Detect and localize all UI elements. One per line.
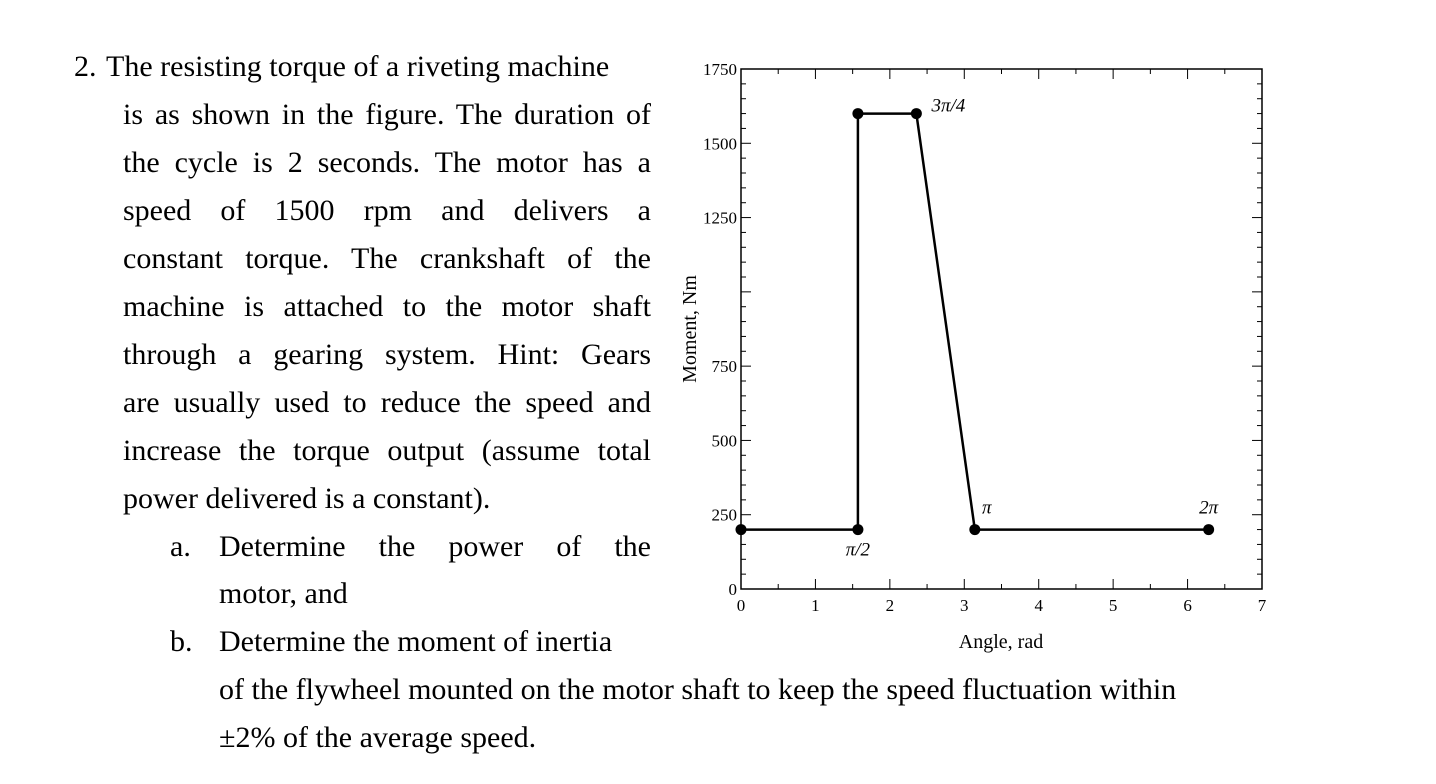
data-point xyxy=(852,524,863,535)
angle-annotation: π/2 xyxy=(845,539,871,561)
problem-line-7: through a gearing system. Hint: Gears xyxy=(123,338,651,371)
x-tick-label: 7 xyxy=(1257,596,1267,615)
part-a-marker: a. xyxy=(170,530,191,563)
y-tick-label: 750 xyxy=(711,357,737,377)
problem-line-5: constant torque. The crankshaft of the xyxy=(123,242,651,275)
x-tick-label: 1 xyxy=(811,596,820,615)
data-point xyxy=(1203,524,1214,535)
problem-line-8: are usually used to reduce the speed and xyxy=(123,386,651,419)
y-axis-label: Moment, Nm xyxy=(679,275,701,383)
x-tick-label: 2 xyxy=(885,596,895,615)
angle-annotation: π xyxy=(982,497,992,519)
y-tick-label: 1500 xyxy=(703,134,737,154)
y-tick-label: 0 xyxy=(728,580,737,599)
problem-number: 2. xyxy=(74,50,97,83)
data-point xyxy=(911,108,922,119)
data-point xyxy=(969,524,980,535)
problem-line-3: the cycle is 2 seconds. The motor has a xyxy=(123,146,651,179)
problem-line-10: power delivered is a constant). xyxy=(123,482,491,515)
part-b-marker: b. xyxy=(170,625,193,658)
torque-chart xyxy=(660,55,1280,660)
x-tick-label: 5 xyxy=(1108,596,1118,615)
x-tick-label: 3 xyxy=(960,596,969,615)
series-line xyxy=(741,114,1209,530)
problem-line-1: The resisting torque of a riveting machine xyxy=(106,50,610,83)
data-point xyxy=(736,524,747,535)
data-point xyxy=(852,108,863,119)
problem-line-9: increase the torque output (assume total xyxy=(123,434,651,467)
x-tick-label: 0 xyxy=(736,596,746,615)
x-axis-label: Angle, rad xyxy=(958,631,1044,653)
part-a-line-1: Determine the power of the xyxy=(219,530,651,563)
y-tick-label: 1750 xyxy=(703,60,737,79)
angle-annotation: 2π xyxy=(1199,497,1219,519)
part-b-line-1: Determine the moment of inertia xyxy=(219,625,613,658)
plot-frame xyxy=(741,69,1262,589)
part-a-line-2: motor, and xyxy=(219,577,348,610)
problem-line-6: machine is attached to the motor shaft xyxy=(123,290,651,323)
y-tick-label: 1250 xyxy=(703,208,737,228)
part-b-line-2: of the flywheel mounted on the motor shaft to keep the speed fluctuation within xyxy=(219,673,1177,706)
problem-line-4: speed of 1500 rpm and delivers a xyxy=(123,194,651,227)
y-tick-label: 500 xyxy=(711,431,737,451)
y-tick-label: 250 xyxy=(711,505,737,525)
problem-line-2: is as shown in the figure. The duration of xyxy=(123,98,651,131)
angle-annotation: 3π/4 xyxy=(931,95,966,117)
x-tick-label: 6 xyxy=(1183,596,1192,615)
x-tick-label: 4 xyxy=(1034,596,1043,615)
part-b-line-3: ±2% of the average speed. xyxy=(219,721,537,754)
